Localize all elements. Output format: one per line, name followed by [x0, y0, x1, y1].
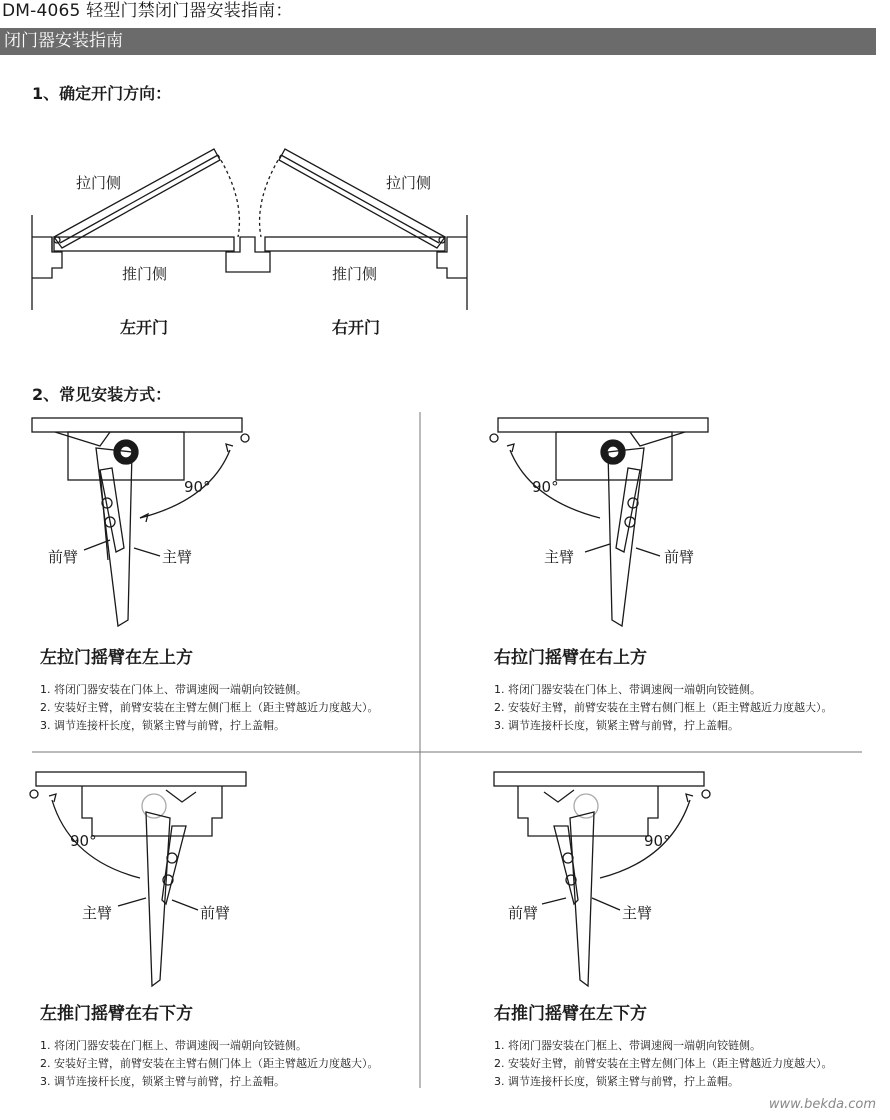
- panel2-step-2: 2. 安装好主臂，前臂安装在主臂右侧门框上（距主臂越近力度越大）。: [494, 701, 833, 714]
- panel3-step-3: 3. 调节连接杆长度，锁紧主臂与前臂，拧上盖帽。: [40, 1075, 285, 1088]
- panel1-step-3: 3. 调节连接杆长度，锁紧主臂与前臂，拧上盖帽。: [40, 719, 285, 732]
- panel4-front-arm: 前臂: [508, 904, 539, 922]
- push-side-label-left: 推门侧: [122, 265, 168, 283]
- panel2-front-arm: 前臂: [664, 548, 695, 566]
- panel1-main-arm: 主臂: [162, 548, 193, 566]
- panel4-step-1: 1. 将闭门器安装在门框上、带调速阀一端朝向铰链侧。: [494, 1039, 761, 1052]
- panel2-main-arm: 主臂: [544, 548, 575, 566]
- panel2-angle: 90°: [532, 478, 559, 496]
- panel3-title: 左推门摇臂在右下方: [40, 1004, 193, 1024]
- panel3-front-arm: 前臂: [200, 904, 231, 922]
- panel1-front-arm: 前臂: [48, 548, 79, 566]
- panel1-step-2: 2. 安装好主臂，前臂安装在主臂左侧门框上（距主臂越近力度越大）。: [40, 701, 379, 714]
- panel2-diagram: [490, 418, 708, 626]
- panel1-diagram: [32, 418, 249, 626]
- panel3-main-arm: 主臂: [82, 904, 113, 922]
- watermark: www.bekda.com: [768, 1097, 876, 1112]
- section1-heading: 1、确定开门方向：: [32, 84, 172, 103]
- panel4-diagram: [494, 772, 710, 986]
- panel2-steps: [494, 681, 833, 735]
- panel3-angle: 90°: [70, 832, 97, 850]
- panel1-steps: [40, 681, 379, 735]
- panel3-step-2: 2. 安装好主臂，前臂安装在主臂右侧门体上（距主臂越近力度越大）。: [40, 1057, 379, 1070]
- panel4-main-arm: 主臂: [622, 904, 653, 922]
- left-door-caption: 左开门: [120, 318, 169, 337]
- panel2-title: 右拉门摇臂在右上方: [494, 648, 647, 668]
- panel4-step-2: 2. 安装好主臂，前臂安装在主臂左侧门体上（距主臂越近力度越大）。: [494, 1057, 833, 1070]
- push-side-label-right: 推门侧: [332, 265, 378, 283]
- right-door-caption: 右开门: [332, 318, 381, 337]
- pull-side-label-right: 拉门侧: [386, 174, 432, 192]
- section-title-label: 闭门器安装指南: [4, 31, 123, 51]
- panel4-title: 右推门摇臂在左下方: [494, 1004, 647, 1024]
- section2-heading: 2、常见安装方式：: [32, 385, 172, 404]
- panel3-diagram: [30, 772, 246, 986]
- pull-side-label-left: 拉门侧: [76, 174, 122, 192]
- panel1-title: 左拉门摇臂在左上方: [40, 648, 193, 668]
- panel1-step-1: 1. 将闭门器安装在门体上、带调速阀一端朝向铰链侧。: [40, 683, 307, 696]
- panel4-step-3: 3. 调节连接杆长度，锁紧主臂与前臂，拧上盖帽。: [494, 1075, 739, 1088]
- panel3-step-1: 1. 将闭门器安装在门框上、带调速阀一端朝向铰链侧。: [40, 1039, 307, 1052]
- panel2-step-3: 3. 调节连接杆长度，锁紧主臂与前臂，拧上盖帽。: [494, 719, 739, 732]
- panel3-steps: [40, 1037, 379, 1091]
- document-title: DM-4065 轻型门禁闭门器安装指南：: [2, 1, 293, 21]
- panel4-steps: [494, 1037, 833, 1091]
- panel2-step-1: 1. 将闭门器安装在门体上、带调速阀一端朝向铰链侧。: [494, 683, 761, 696]
- panel1-angle: 90°: [184, 478, 211, 496]
- panel4-angle: 90°: [644, 832, 671, 850]
